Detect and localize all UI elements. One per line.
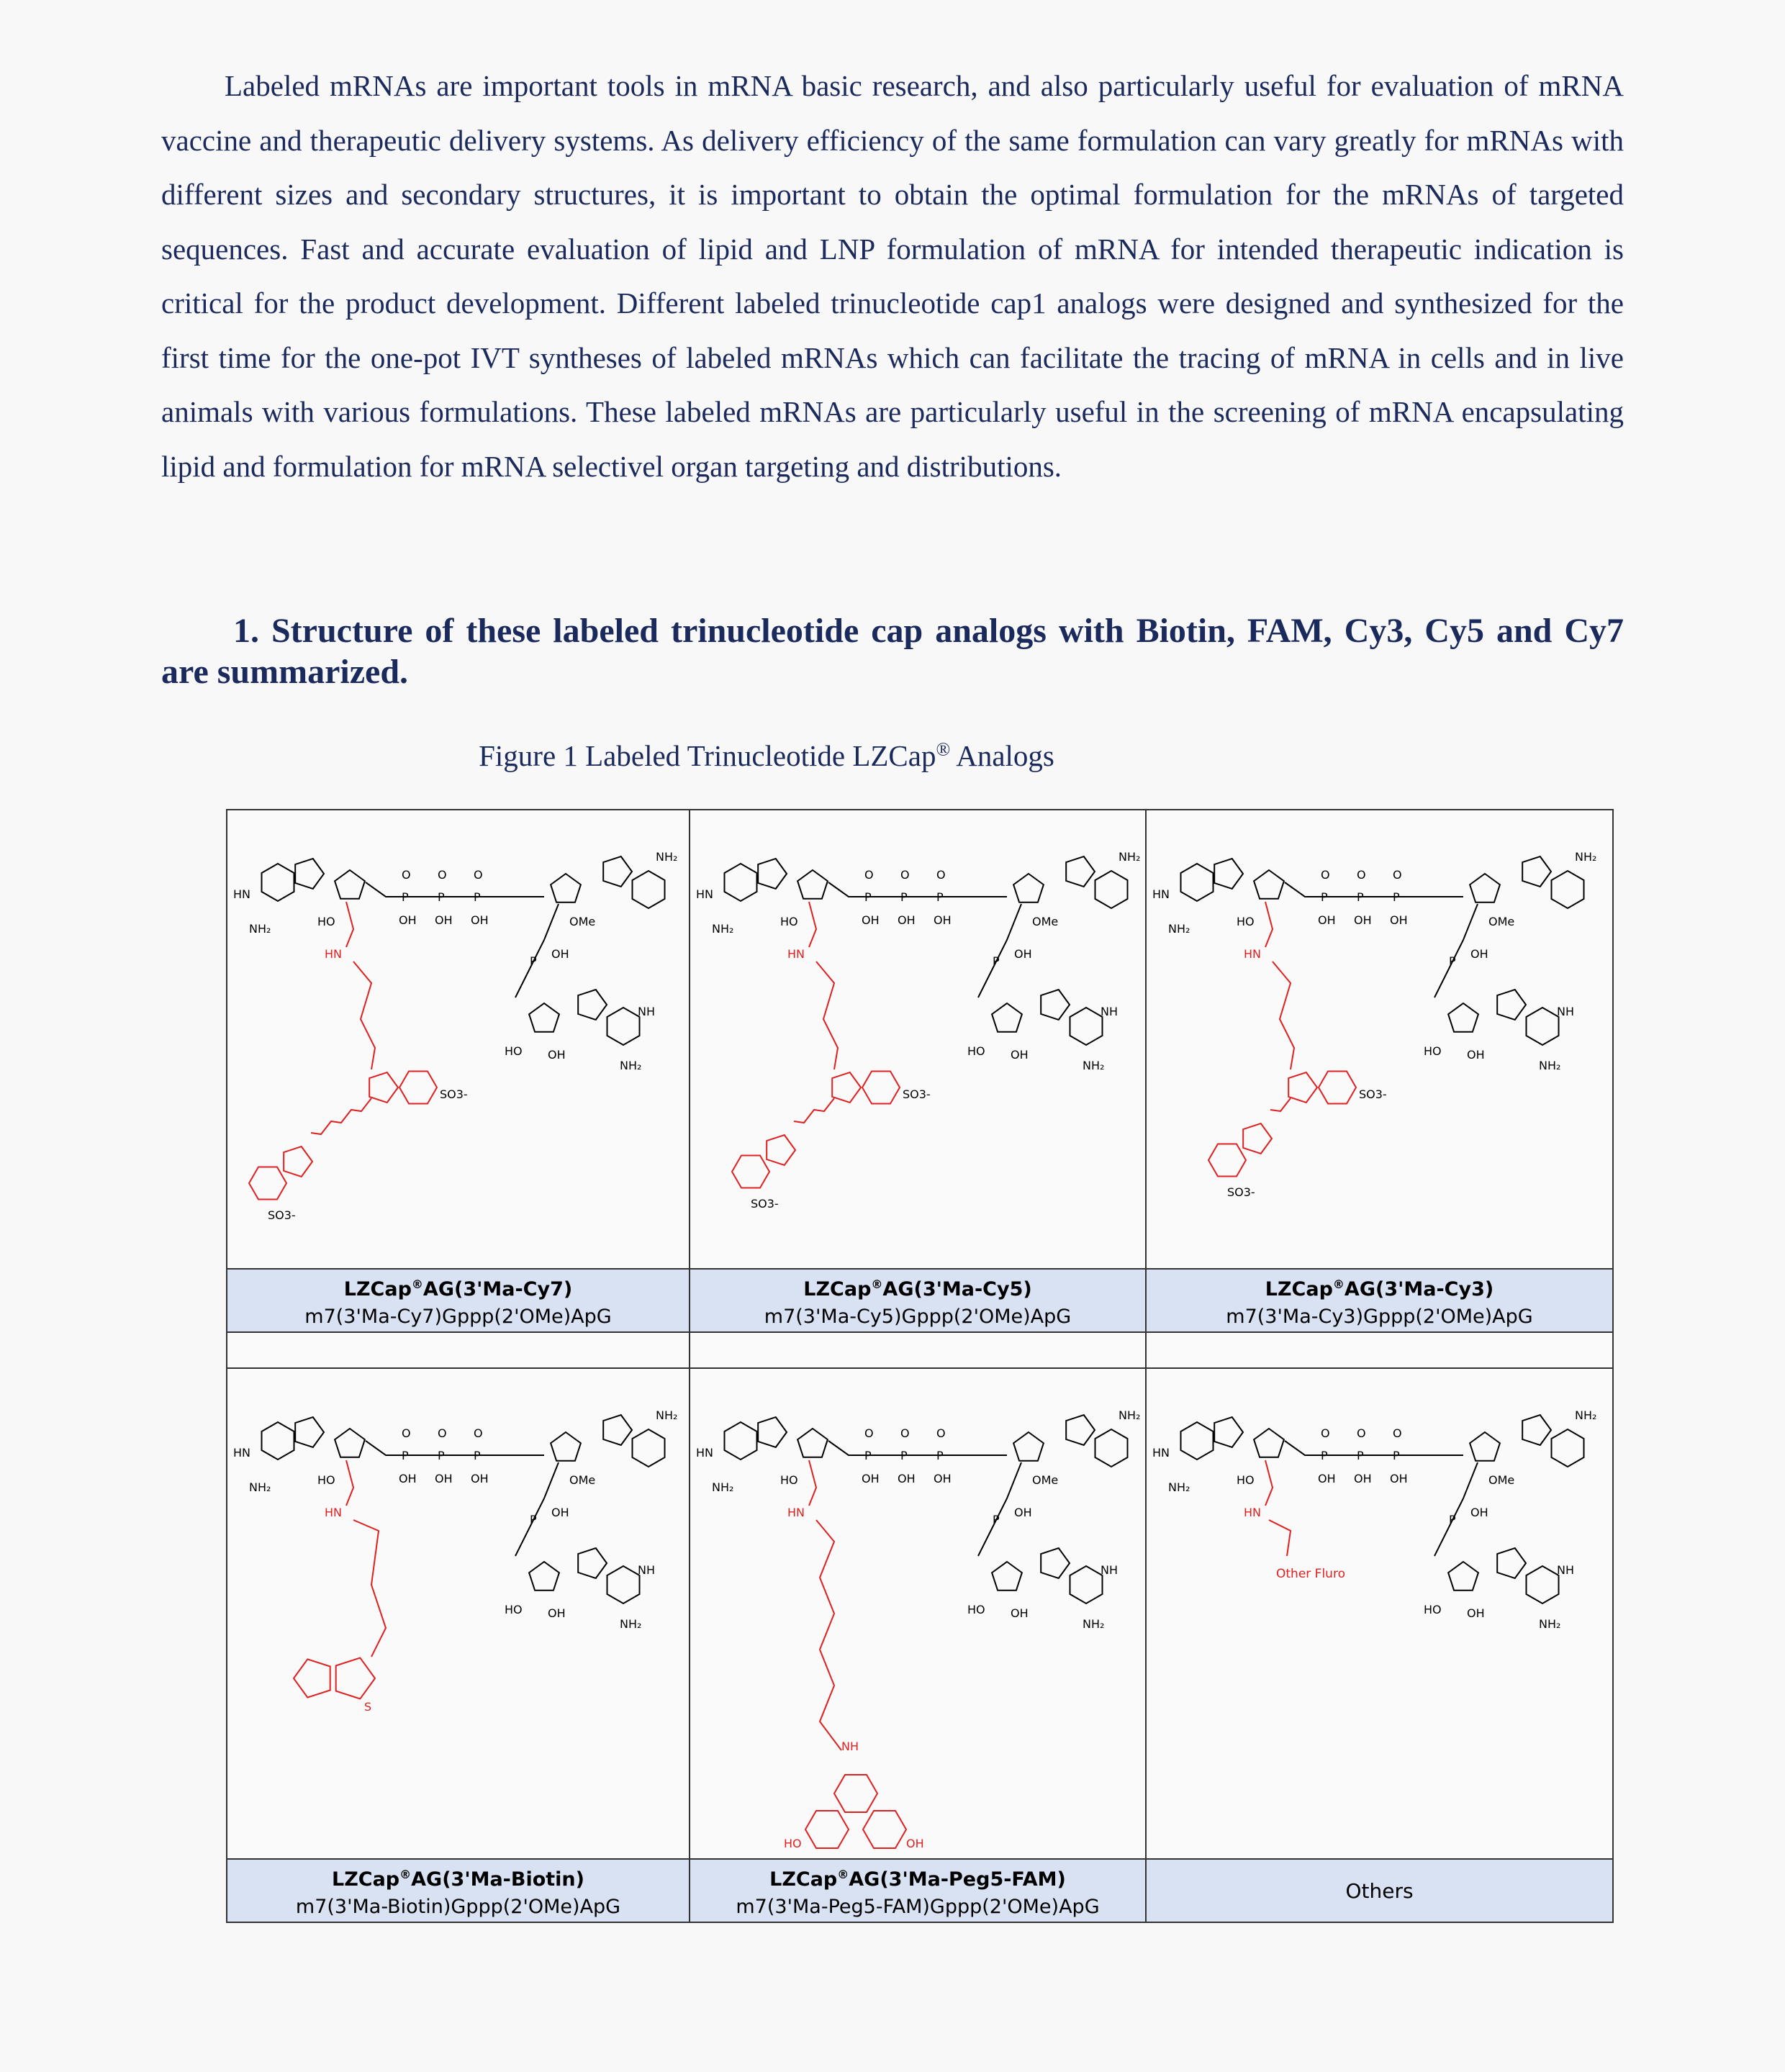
atom-label: OH: [934, 913, 952, 927]
structure-cell: [690, 810, 1146, 1269]
ribose-ring: [551, 1432, 581, 1461]
chemical-structure-biotin: [227, 1369, 688, 1858]
imidazole-ring: [295, 1417, 324, 1447]
atom-label: OH: [551, 1506, 569, 1519]
imidazole-ring: [1066, 1415, 1095, 1445]
bond: [1285, 1441, 1463, 1455]
sulfonate-label: SO3-: [751, 1197, 779, 1211]
imidazole-ring: [295, 859, 324, 889]
atom-label: NH₂: [1119, 1408, 1141, 1422]
phosphorus-label: P: [1393, 1449, 1400, 1462]
phosphorus-label: P: [864, 1449, 872, 1462]
phosphorus-label: P: [1449, 954, 1456, 968]
indole-ring: [1319, 1072, 1356, 1104]
atom-label: NH₂: [1539, 1617, 1561, 1631]
adenine-ring: [1095, 871, 1128, 908]
atom-label: OH: [399, 913, 417, 927]
ribose-ring: [992, 1003, 1022, 1032]
atom-label: NH₂: [712, 922, 734, 936]
phosphorus-label: P: [936, 1449, 944, 1462]
atom-label: NH₂: [1539, 1059, 1561, 1072]
other-fluro-label: Other Fluro: [1276, 1567, 1345, 1581]
atom-label: O: [936, 868, 946, 882]
atom-label: O: [900, 868, 910, 882]
compound-formula: m7(3'Ma-Biotin)Gppp(2'OMe)ApG: [295, 1895, 621, 1918]
atom-label: NH₂: [620, 1059, 642, 1072]
ribose-ring: [1013, 874, 1044, 902]
indole-ring: [732, 1156, 769, 1188]
phosphorus-label: P: [900, 890, 908, 904]
guanine-ring: [1070, 1566, 1103, 1603]
atom-label: O: [438, 1426, 447, 1440]
chemical-structure-cy7: [227, 810, 688, 1268]
imidazole-ring: [758, 1417, 787, 1447]
atom-label: OH: [1470, 947, 1488, 961]
atom-label: HN: [696, 887, 713, 901]
ribose-ring: [335, 870, 365, 899]
indole-ring: [1288, 1072, 1317, 1103]
adenine-ring: [1552, 1429, 1584, 1467]
atom-label: OH: [1318, 1472, 1336, 1485]
guanine-ring: [1070, 1008, 1103, 1045]
bond: [828, 1441, 1007, 1455]
phosphorus-label: P: [1321, 890, 1328, 904]
compound-table: [226, 809, 1614, 1923]
atom-label: OH: [435, 1472, 453, 1485]
structure-cell: [690, 1368, 1146, 1859]
structure-cell: [1146, 810, 1613, 1269]
ribose-ring: [529, 1562, 559, 1591]
imidazole-ring: [1522, 1415, 1551, 1445]
bond: [1285, 882, 1463, 897]
atom-label: HO: [1237, 1473, 1255, 1487]
imidazole-ring: [1497, 990, 1526, 1020]
atom-label: OMe: [1032, 915, 1059, 928]
phosphorus-label: P: [1449, 1513, 1456, 1526]
atom-label: O: [1393, 868, 1402, 882]
atom-label: HO: [505, 1603, 523, 1616]
sulfonate-label: SO3-: [268, 1208, 296, 1222]
guanine-ring: [607, 1566, 640, 1603]
guanine-ring: [262, 1422, 294, 1460]
phosphorus-label: P: [530, 954, 537, 968]
linker-bond: [1265, 1460, 1273, 1506]
atom-label: O: [474, 1426, 483, 1440]
atom-label: HN: [1244, 1506, 1261, 1519]
imidazole-ring: [1522, 856, 1551, 887]
guanine-ring: [262, 864, 294, 901]
imidazole-ring: [603, 856, 632, 887]
guanine-ring: [1181, 1422, 1214, 1460]
atom-label: NH₂: [656, 850, 678, 864]
ribose-ring: [992, 1562, 1022, 1591]
atom-label: OH: [551, 947, 569, 961]
atom-label: O: [1321, 1426, 1330, 1440]
imidazole-ring: [1497, 1548, 1526, 1578]
atom-label: OH: [1467, 1606, 1485, 1620]
atom-label: OH: [435, 913, 453, 927]
chemical-structure-fam: [690, 1369, 1144, 1858]
phosphorus-label: P: [438, 890, 445, 904]
phosphorus-label: P: [864, 890, 872, 904]
compound-label: LZCap®AG(3'Ma-Biotin) m7(3'Ma-Biotin)Gppp(2'OMe)ApG: [227, 1859, 690, 1922]
atom-label: NH: [841, 1740, 859, 1753]
atom-label: HN: [233, 1446, 250, 1460]
atom-label: NH: [1101, 1563, 1118, 1577]
polymethine-chain: [311, 1098, 371, 1134]
atom-label: OMe: [1488, 915, 1515, 928]
atom-label: OH: [471, 913, 489, 927]
atom-label: HO: [1424, 1603, 1442, 1616]
atom-label: OMe: [569, 915, 596, 928]
atom-label: HO: [1237, 915, 1255, 928]
atom-label: OMe: [569, 1473, 596, 1487]
adenine-ring: [1095, 1429, 1128, 1467]
compound-label: Others: [1146, 1859, 1613, 1922]
atom-label: OH: [1014, 947, 1032, 961]
ribose-ring: [1448, 1003, 1478, 1032]
atom-label: HN: [1152, 1446, 1170, 1460]
atom-label: OH: [862, 913, 880, 927]
atom-label: OH: [1354, 913, 1372, 927]
adenine-ring: [1552, 871, 1584, 908]
indole-ring: [1243, 1123, 1272, 1154]
ribose-ring: [797, 1429, 828, 1457]
ribose-ring: [529, 1003, 559, 1032]
fam-ring: [863, 1811, 906, 1848]
atom-label: OH: [898, 913, 916, 927]
atom-label: HN: [787, 1506, 805, 1519]
atom-label: HO: [780, 1473, 798, 1487]
atom-label: NH: [1101, 1005, 1118, 1018]
ribose-ring: [1254, 870, 1284, 899]
section-heading: 1. Structure of these labeled trinucleotide cap analogs with Biotin, FAM, Cy3, Cy5 and Cy7 are summarized.: [161, 612, 1624, 691]
ribose-ring: [551, 874, 581, 902]
ribose-ring: [1448, 1562, 1478, 1591]
polymethine-chain: [794, 1098, 834, 1123]
atom-label: OH: [1390, 913, 1408, 927]
phosphorus-label: P: [993, 954, 1000, 968]
atom-label: OMe: [1032, 1473, 1059, 1487]
guanine-ring: [1527, 1008, 1559, 1045]
atom-label: O: [864, 868, 874, 882]
atom-label: NH₂: [249, 922, 271, 936]
guanine-ring: [725, 1422, 757, 1460]
atom-label: OMe: [1488, 1473, 1515, 1487]
guanine-ring: [607, 1008, 640, 1045]
atom-label: NH₂: [1575, 850, 1597, 864]
fam-ring: [834, 1775, 877, 1812]
linker-bond: [809, 902, 816, 947]
atom-label: O: [438, 868, 447, 882]
atom-label: OH: [862, 1472, 880, 1485]
imidazole-ring: [1066, 856, 1095, 887]
atom-label: OH: [471, 1472, 489, 1485]
atom-label: O: [1357, 1426, 1366, 1440]
polymethine-chain: [1270, 1098, 1291, 1111]
figure-caption: Figure 1 Labeled Trinucleotide LZCap® Analogs: [479, 738, 1054, 772]
atom-label: NH: [1557, 1563, 1574, 1577]
linker-bond: [346, 902, 353, 947]
atom-label: O: [864, 1426, 874, 1440]
atom-label: OH: [1354, 1472, 1372, 1485]
bond: [366, 882, 544, 897]
linker-bond: [816, 962, 838, 1069]
atom-label: HO: [1424, 1044, 1442, 1058]
atom-label: HO: [317, 915, 335, 928]
phosphorus-label: P: [530, 1513, 537, 1526]
atom-label: OH: [906, 1837, 924, 1850]
phosphorus-label: P: [900, 1449, 908, 1462]
bond: [366, 1441, 544, 1455]
ribose-ring: [1470, 874, 1500, 902]
imidazole-ring: [1214, 859, 1243, 889]
linker-bond: [346, 1460, 353, 1506]
linker-bond: [1273, 962, 1294, 1069]
compound-formula: m7(3'Ma-Cy7)Gppp(2'OMe)ApG: [304, 1305, 612, 1328]
atom-label: NH₂: [1083, 1059, 1105, 1072]
atom-label: HN: [325, 1506, 342, 1519]
adenine-ring: [633, 1429, 665, 1467]
structure-cell: [227, 810, 690, 1269]
structure-cell: [1146, 1368, 1613, 1859]
atom-label: OH: [1390, 1472, 1408, 1485]
imidazole-ring: [1214, 1417, 1243, 1447]
linker-bond: [1265, 902, 1273, 947]
structure-cell: [227, 1368, 690, 1859]
atom-label: NH₂: [1575, 1408, 1597, 1422]
guanine-ring: [1181, 864, 1214, 901]
atom-label: HO: [780, 915, 798, 928]
atom-label: O: [474, 868, 483, 882]
phosphorus-label: P: [1321, 1449, 1328, 1462]
ribose-ring: [335, 1429, 365, 1457]
atom-label: HO: [967, 1603, 985, 1616]
imidazole-ring: [578, 1548, 607, 1578]
biotin-ring: [294, 1659, 330, 1697]
atom-label: HN: [787, 947, 805, 961]
atom-label: NH₂: [620, 1617, 642, 1631]
atom-label: HN: [1152, 887, 1170, 901]
atom-label: O: [936, 1426, 946, 1440]
compound-label: LZCap®AG(3'Ma-Cy5) m7(3'Ma-Cy5)Gppp(2'OMe)ApG: [690, 1269, 1146, 1332]
linker-bond: [1269, 1520, 1291, 1556]
compound-formula: m7(3'Ma-Cy5)Gppp(2'OMe)ApG: [764, 1305, 1072, 1328]
atom-label: HO: [967, 1044, 985, 1058]
compound-formula: m7(3'Ma-Cy3)Gppp(2'OMe)ApG: [1226, 1305, 1533, 1328]
indole-ring: [249, 1167, 286, 1200]
atom-label: OH: [1011, 1606, 1029, 1620]
phosphorus-label: P: [474, 890, 481, 904]
guanine-ring: [1527, 1566, 1559, 1603]
atom-label: NH₂: [1168, 922, 1190, 936]
atom-label: HN: [696, 1446, 713, 1460]
sulfonate-label: SO3-: [440, 1087, 468, 1101]
atom-label: NH₂: [1119, 850, 1141, 864]
chemical-structure-other: [1147, 1369, 1611, 1858]
atom-label: OH: [1318, 913, 1336, 927]
imidazole-ring: [1041, 990, 1070, 1020]
atom-label: HN: [325, 947, 342, 961]
ribose-ring: [1470, 1432, 1500, 1461]
atom-label: NH₂: [1168, 1480, 1190, 1494]
ribose-ring: [797, 870, 828, 899]
atom-label: O: [1393, 1426, 1402, 1440]
indole-ring: [1208, 1144, 1246, 1177]
atom-label: OH: [548, 1606, 566, 1620]
bond: [828, 882, 1007, 897]
atom-label: OH: [1011, 1048, 1029, 1062]
phosphorus-label: P: [936, 890, 944, 904]
phosphorus-label: P: [402, 890, 409, 904]
atom-label: HN: [1244, 947, 1261, 961]
indole-ring: [767, 1135, 795, 1165]
atom-label: HO: [505, 1044, 523, 1058]
atom-label: NH₂: [249, 1480, 271, 1494]
phosphorus-label: P: [1357, 1449, 1364, 1462]
atom-label: OH: [399, 1472, 417, 1485]
peg-chain: [816, 1520, 841, 1750]
sulfonate-label: SO3-: [1359, 1087, 1387, 1101]
atom-label: NH: [638, 1563, 655, 1577]
chemical-structure-cy5: [690, 810, 1144, 1268]
atom-label: HO: [317, 1473, 335, 1487]
guanine-ring: [725, 864, 757, 901]
adenine-ring: [633, 871, 665, 908]
intro-paragraph: Labeled mRNAs are important tools in mRNA basic research, and also particularly useful for evaluation of mRNA vaccine and therapeutic delivery systems. As delivery efficiency of the same formulation can vary greatly for mRNAs with different sizes and secondary structures, it is important to obtain the optimal formulation for the mRNAs of targeted sequences. Fast and accurate evaluation of lipid and LNP formulation of mRNA for intended therapeutic indication is critical for the product development. Different labeled trinucleotide cap1 analogs were designed and synthesized for the first time for the one-pot IVT syntheses of labeled mRNAs which can facilitate the tracing of mRNA in cells and in live animals with various formulations. These labeled mRNAs are particularly useful in the screening of mRNA encapsulating lipid and formulation for mRNA selectivel organ targeting and distributions.: [161, 69, 1624, 483]
atom-label: O: [1321, 868, 1330, 882]
atom-label: OH: [1470, 1506, 1488, 1519]
atom-label: OH: [898, 1472, 916, 1485]
ribose-ring: [1013, 1432, 1044, 1461]
indole-ring: [369, 1072, 398, 1103]
biotin-ring: [336, 1658, 375, 1699]
atom-label: S: [364, 1700, 372, 1714]
atom-label: OH: [1014, 1506, 1032, 1519]
compound-label: LZCap®AG(3'Ma-Cy3) m7(3'Ma-Cy3)Gppp(2'OMe)ApG: [1146, 1269, 1613, 1332]
sulfonate-label: SO3-: [903, 1087, 931, 1101]
imidazole-ring: [758, 859, 787, 889]
atom-label: HN: [233, 887, 250, 901]
imidazole-ring: [1041, 1548, 1070, 1578]
atom-label: O: [1357, 868, 1366, 882]
linker-bond: [353, 1520, 386, 1657]
indole-ring: [862, 1072, 900, 1104]
imidazole-ring: [603, 1415, 632, 1445]
phosphorus-label: P: [1357, 890, 1364, 904]
compound-label: LZCap®AG(3'Ma-Peg5-FAM) m7(3'Ma-Peg5-FAM)Gppp(2'OMe)ApG: [690, 1859, 1146, 1922]
linker-bond: [809, 1460, 816, 1506]
atom-label: O: [402, 1426, 411, 1440]
atom-label: HO: [784, 1837, 802, 1850]
atom-label: NH: [1557, 1005, 1574, 1018]
atom-label: OH: [934, 1472, 952, 1485]
fam-ring: [805, 1811, 849, 1848]
indole-ring: [399, 1072, 437, 1104]
atom-label: NH₂: [656, 1408, 678, 1422]
phosphorus-label: P: [402, 1449, 409, 1462]
atom-label: OH: [548, 1048, 566, 1062]
ribose-ring: [1254, 1429, 1284, 1457]
atom-label: NH₂: [712, 1480, 734, 1494]
atom-label: OH: [1467, 1048, 1485, 1062]
atom-label: NH: [638, 1005, 655, 1018]
compound-formula: m7(3'Ma-Peg5-FAM)Gppp(2'OMe)ApG: [736, 1895, 1100, 1918]
compound-label: LZCap®AG(3'Ma-Cy7) m7(3'Ma-Cy7)Gppp(2'OMe)ApG: [227, 1269, 690, 1332]
sulfonate-label: SO3-: [1227, 1185, 1255, 1199]
phosphorus-label: P: [474, 1449, 481, 1462]
phosphorus-label: P: [1393, 890, 1400, 904]
indole-ring: [832, 1072, 861, 1103]
atom-label: NH₂: [1083, 1617, 1105, 1631]
chemical-structure-cy3: [1147, 810, 1611, 1268]
phosphorus-label: P: [993, 1513, 1000, 1526]
indole-ring: [284, 1146, 312, 1177]
atom-label: O: [402, 868, 411, 882]
imidazole-ring: [578, 990, 607, 1020]
phosphorus-label: P: [438, 1449, 445, 1462]
linker-bond: [353, 962, 375, 1069]
atom-label: O: [900, 1426, 910, 1440]
